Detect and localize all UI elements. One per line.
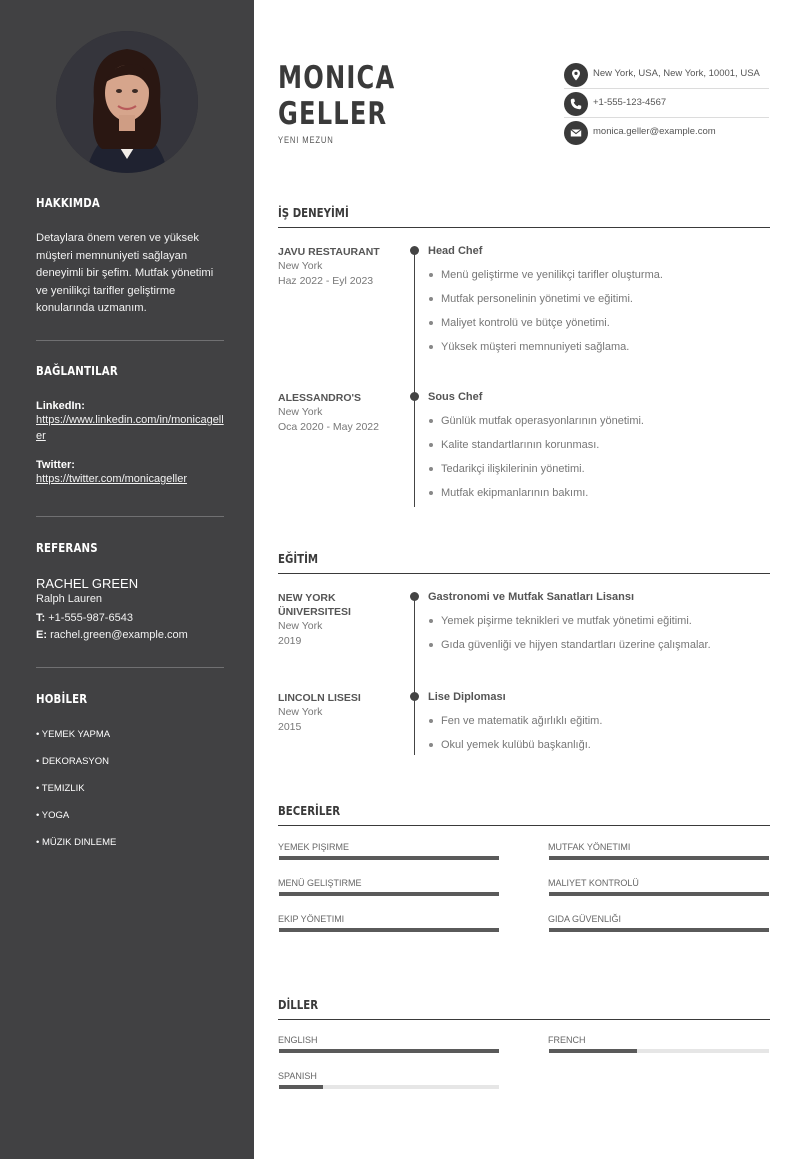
- about-section: [36, 196, 224, 318]
- profile-photo: [56, 31, 198, 173]
- links-title: BAĞLANTILAR: [36, 364, 118, 378]
- company-location: New York: [278, 260, 323, 272]
- job-bullet: Mutfak ekipmanlarının bakımı.: [428, 486, 770, 510]
- timeline-dot: [410, 592, 419, 601]
- school-name-line2: ÜNIVERSITESI: [278, 606, 351, 618]
- company-location: New York: [278, 406, 323, 418]
- skill-bar: [549, 928, 769, 932]
- school-name: LINCOLN LISESI: [278, 692, 361, 704]
- skill-bar: [279, 856, 499, 860]
- skill-label: MUTFAK YÖNETIMI: [548, 842, 631, 852]
- skill-bar-fill: [279, 892, 499, 896]
- skills-title: BECERİLER: [278, 804, 770, 826]
- twitter-link[interactable]: https://twitter.com/monicageller: [36, 473, 188, 485]
- portrait-image: [56, 31, 198, 173]
- contact-address: [564, 60, 769, 89]
- timeline-dot: [410, 246, 419, 255]
- school-location: New York: [278, 706, 323, 718]
- language-bar: [549, 1049, 769, 1053]
- skill-bar: [279, 928, 499, 932]
- company-name: ALESSANDRO'S: [278, 392, 362, 404]
- skill-label: GIDA GÜVENLIĞI: [548, 914, 622, 924]
- school-name-line1: NEW YORK: [278, 592, 336, 604]
- degree-title: Lise Diploması: [428, 691, 506, 703]
- language-bar: [279, 1049, 499, 1053]
- reference-company: Ralph Lauren: [36, 593, 103, 605]
- language-label: FRENCH: [548, 1035, 586, 1045]
- experience-title: İŞ DENEYİMİ: [278, 206, 770, 228]
- email-text: monica.geller@example.com: [593, 126, 716, 137]
- skill-item: [278, 878, 498, 889]
- skill-bar: [549, 892, 769, 896]
- job-bullet: Menü geliştirme ve yenilikçi tarifler oluşturma.: [428, 268, 770, 292]
- school-year: 2019: [278, 634, 302, 647]
- education-bullet: Gıda güvenliği ve hijyen standartları üzerine çalışmalar.: [428, 638, 770, 662]
- about-text: Detaylara önem veren ve yüksek müşteri memnuniyeti sağlayan deneyimli bir şefim. Mutfak yönetimi ve yenilikçi tarifler geliştirme konularında uzmanım.: [36, 232, 214, 315]
- timeline-dot: [410, 692, 419, 701]
- language-item: [278, 1071, 498, 1082]
- language-bar-fill: [279, 1085, 323, 1089]
- education-bullet: Fen ve matematik ağırlıklı eğitim.: [428, 714, 770, 738]
- job-dates: Haz 2022 - Eyl 2023: [278, 274, 374, 287]
- skill-label: MALIYET KONTROLÜ: [548, 878, 639, 888]
- reference-title: REFERANS: [36, 541, 98, 555]
- skill-item: [548, 842, 768, 853]
- timeline-line: [414, 595, 415, 755]
- hobbies-section: [36, 692, 224, 863]
- links-section: [36, 364, 224, 487]
- full-name: [278, 60, 395, 132]
- reference-section: [36, 541, 224, 644]
- hobby-item: • MÜZIK DINLEME: [36, 837, 117, 848]
- reference-name: RACHEL GREEN: [36, 576, 139, 591]
- hobby-item: • YEMEK YAPMA: [36, 729, 111, 740]
- language-bar: [279, 1085, 499, 1089]
- skill-item: [278, 842, 498, 853]
- job-bullet: Yüksek müşteri memnuniyeti sağlama.: [428, 340, 770, 364]
- school-year: 2015: [278, 720, 302, 733]
- job-bullet: Tedarikçi ilişkilerinin yönetimi.: [428, 462, 770, 486]
- phone-text: +1-555-123-4567: [593, 97, 667, 108]
- last-name: GELLER: [278, 96, 388, 132]
- timeline-dot: [410, 392, 419, 401]
- reference-phone: [36, 610, 224, 627]
- location-icon: [564, 63, 588, 87]
- languages-title: DİLLER: [278, 998, 770, 1020]
- language-bar-fill: [549, 1049, 637, 1053]
- education-bullet: Yemek pişirme teknikleri ve mutfak yönetimi eğitimi.: [428, 614, 770, 638]
- reference-phone-label: T:: [36, 612, 46, 624]
- sidebar-divider: [36, 340, 224, 341]
- school-location: New York: [278, 620, 323, 632]
- contact-email: [564, 118, 769, 147]
- job-role: YENI MEZUN: [278, 135, 334, 145]
- contact-phone: [564, 89, 769, 118]
- skill-item: [548, 914, 768, 925]
- reference-email-value: rachel.green@example.com: [50, 629, 188, 641]
- reference-email: [36, 627, 224, 644]
- job-title: Sous Chef: [428, 391, 483, 403]
- language-item: [278, 1035, 498, 1046]
- job-dates: Oca 2020 - May 2022: [278, 420, 379, 433]
- timeline-line: [414, 249, 415, 507]
- education-bullet: Okul yemek kulübü başkanlığı.: [428, 738, 770, 762]
- twitter-label: Twitter:: [36, 459, 75, 471]
- language-bar-fill: [279, 1049, 499, 1053]
- job-bullet: Kalite standartlarının korunması.: [428, 438, 770, 462]
- skill-bar-fill: [279, 928, 499, 932]
- language-label: ENGLISH: [278, 1035, 318, 1045]
- mail-icon: [564, 121, 588, 145]
- company-name: JAVU RESTAURANT: [278, 246, 380, 258]
- hobbies-title: HOBİLER: [36, 692, 88, 706]
- skill-item: [548, 878, 768, 889]
- phone-icon: [564, 92, 588, 116]
- language-item: [548, 1035, 768, 1046]
- degree-title: Gastronomi ve Mutfak Sanatları Lisansı: [428, 591, 635, 603]
- job-title: Head Chef: [428, 245, 483, 257]
- skill-label: EKIP YÖNETIMI: [278, 914, 345, 924]
- sidebar: [0, 0, 254, 1159]
- hobby-item: • YOGA: [36, 810, 70, 821]
- skill-bar-fill: [549, 928, 769, 932]
- skill-label: YEMEK PIŞIRME: [278, 842, 350, 852]
- sidebar-divider: [36, 516, 224, 517]
- skill-item: [278, 914, 498, 925]
- hobby-item: • DEKORASYON: [36, 756, 110, 767]
- linkedin-label: LinkedIn:: [36, 400, 85, 412]
- skill-bar-fill: [549, 892, 769, 896]
- job-bullet: Günlük mutfak operasyonlarının yönetimi.: [428, 414, 770, 438]
- job-bullet: Maliyet kontrolü ve bütçe yönetimi.: [428, 316, 770, 340]
- skill-bar: [549, 856, 769, 860]
- about-title: HAKKIMDA: [36, 196, 100, 210]
- sidebar-divider: [36, 667, 224, 668]
- reference-email-label: E:: [36, 629, 47, 641]
- skill-label: MENÜ GELIŞTIRME: [278, 878, 362, 888]
- job-bullet: Mutfak personelinin yönetimi ve eğitimi.: [428, 292, 770, 316]
- skill-bar-fill: [279, 856, 499, 860]
- reference-phone-value: +1-555-987-6543: [48, 612, 133, 624]
- skill-bar-fill: [549, 856, 769, 860]
- hobby-item: • TEMIZLIK: [36, 783, 85, 794]
- language-label: SPANISH: [278, 1071, 317, 1081]
- linkedin-link[interactable]: https://www.linkedin.com/in/monicageller: [36, 414, 224, 442]
- education-title: EĞİTİM: [278, 552, 770, 574]
- skill-bar: [279, 892, 499, 896]
- first-name: MONICA: [278, 60, 396, 96]
- twitter-entry: [36, 459, 224, 487]
- address-text: New York, USA, New York, 10001, USA: [593, 68, 760, 79]
- linkedin-entry: [36, 400, 224, 444]
